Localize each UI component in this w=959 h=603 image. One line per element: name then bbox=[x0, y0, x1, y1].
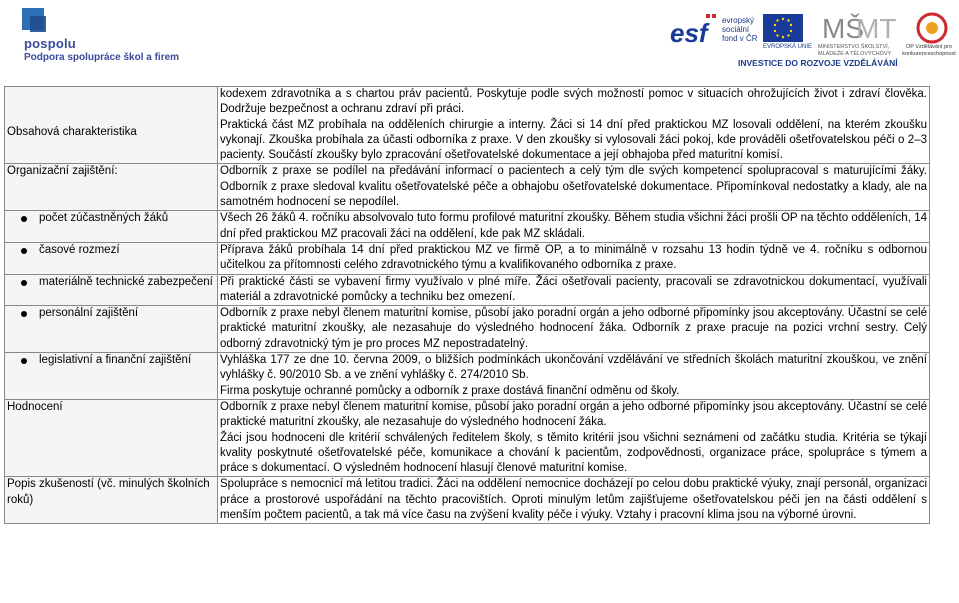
op-text: OP Vzdělávání pro konkurenceschopnost bbox=[902, 44, 956, 57]
row-paragraph: Praktická část MZ probíhala na odděleních chirurgie a interny. Žáci si 14 dní před praktickou MZ losovali oddělení, na kterém zkoušku vykonají. Zkouška probíhala za účasti odborníka z praxe. V den zkoušky si vylosovali žáci pokoj, kde prováděli ošetřovatelskou péči o 2–3 pacienty. Součástí zkoušky bylo zpracování ošetřovatelské dokumentace a její obhajoba před maturitní komisí. bbox=[220, 118, 927, 162]
row-content-cell bbox=[218, 164, 930, 211]
eu-text: EVROPSKÁ UNIE bbox=[763, 44, 813, 50]
table-row bbox=[5, 164, 930, 211]
table-row bbox=[5, 211, 930, 243]
pospolu-name: pospolu bbox=[24, 36, 76, 51]
esf-text-line: sociální bbox=[722, 25, 750, 34]
row-content-cell bbox=[218, 87, 930, 164]
row-label: personální zajištění bbox=[39, 307, 139, 320]
row-content-cell bbox=[218, 477, 930, 524]
table-row bbox=[5, 274, 930, 306]
funding-logos bbox=[668, 6, 958, 76]
row-label-cell bbox=[5, 477, 218, 524]
pospolu-tagline: Podpora spolupráce škol a firem bbox=[24, 52, 180, 63]
row-content-cell bbox=[218, 399, 930, 476]
esf-text-line: fond v ČR bbox=[722, 34, 758, 43]
content-table bbox=[4, 86, 930, 524]
row-paragraph: kodexem zdravotníka a s chartou práv pacientů. Poskytuje podle svých možností pomoc v situacích ohrožujících život i zdraví člověka. Dodržuje bezpečnost a ochranu zdraví při práci. bbox=[220, 88, 927, 116]
row-label-cell bbox=[5, 87, 218, 164]
row-paragraph: Firma poskytuje ochranné pomůcky a odborník z praxe dostává finanční odměnu od školy. bbox=[220, 384, 680, 397]
esf-logo-icon bbox=[668, 12, 720, 52]
row-label-cell bbox=[5, 164, 218, 211]
bullet-icon bbox=[21, 280, 27, 286]
bullet-icon bbox=[21, 248, 27, 254]
row-paragraph: Odborník z praxe se podílel na předávání informací o pacientech a celý tým dle svých kompetencí spolupracoval s maturujícími žáky. Odborník z praxe sledoval kvalitu ošetřovatelské péče a obhajobu ošetřovatelské dokumentace. Připomínkoval nedostatky a klady, ale na samotném hodnocení se nepodílel. bbox=[220, 165, 927, 209]
row-paragraph: Vyhláška 177 ze dne 10. června 2009, o bližších podmínkách ukončování vzdělávání ve středních školách maturitní zkouškou, ve znění vyhlášky č. 90/2010 Sb. a ve znění vyhlášky č. 274/2010 Sb. bbox=[220, 354, 927, 382]
investment-tagline: INVESTICE DO ROZVOJE VZDĚLÁVÁNÍ bbox=[738, 58, 898, 68]
row-label-cell bbox=[5, 353, 218, 400]
eu-flag-icon bbox=[763, 14, 803, 42]
row-label: Organizační zajištění: bbox=[7, 165, 118, 178]
row-label: materiálně technické zabezpečení bbox=[39, 275, 213, 288]
row-label-cell bbox=[5, 274, 218, 306]
row-paragraph: Odborník z praxe nebyl členem maturitní komise, působí jako poradní orgán a jeho odborné připomínky jsou akceptovány. Účastní se celé praktické maturitní zkoušky, ale nezasahuje do výsledného hodnocení žáka. bbox=[220, 400, 927, 429]
table-row bbox=[5, 306, 930, 353]
pospolu-square-overlay-icon bbox=[30, 16, 46, 32]
bullet-icon bbox=[21, 311, 27, 317]
row-paragraph: Všech 26 žáků 4. ročníku absolvovalo tuto formu profilové maturitní zkoušky. Během studia všichni žáci prošli OP na těchto odděleních, 14 dní před praktickou MZ pracovali žáci na oddělení, kde pak MZ skládali. bbox=[220, 212, 927, 240]
row-label-cell bbox=[5, 306, 218, 353]
row-content-cell bbox=[218, 242, 930, 274]
bullet-icon bbox=[21, 358, 27, 364]
table-row bbox=[5, 353, 930, 400]
svg-text:esf: esf bbox=[670, 18, 708, 48]
row-content-cell bbox=[218, 353, 930, 400]
table-row bbox=[5, 399, 930, 476]
row-label: Obsahová charakteristika bbox=[7, 126, 137, 138]
esf-text bbox=[722, 16, 758, 43]
svg-text:MT: MT bbox=[856, 13, 897, 44]
row-content-cell bbox=[218, 274, 930, 306]
row-label: časové rozmezí bbox=[39, 243, 120, 256]
table-row bbox=[5, 477, 930, 524]
row-paragraph: Při praktické části se vybavení firmy využívalo v plné míře. Žáci ošetřovali pacienty, pracovali se zdravotnickou dokumentací, využívali materiál a zdravotnické pomůcky a techniku bez omezení. bbox=[220, 275, 927, 303]
pospolu-logo bbox=[22, 8, 192, 68]
row-label: Hodnocení bbox=[7, 400, 63, 413]
table-row bbox=[5, 242, 930, 274]
row-content-cell bbox=[218, 306, 930, 353]
row-paragraph: Žáci jsou hodnoceni dle kritérií schválených ředitelem školy, s těmito kritérii jsou všichni seznámeni od začátku studia. Kritéria se týkají kvality poskytnuté ošetřovatelské péče, komunikace a chování k pacientům, zodpovědnosti, organizace práce, spolupráce s týmem a práce s dokumentací. O výsledném hodnocení hlasují členové maturitní komise. bbox=[220, 431, 927, 475]
msmt-text: MINISTERSTVO ŠKOLSTVÍ, MLÁDEŽE A TĚLOVÝCHOVY bbox=[818, 44, 892, 57]
table-row bbox=[5, 87, 930, 164]
bullet-icon bbox=[21, 216, 27, 222]
row-paragraph: Odborník z praxe nebyl členem maturitní komise, působí jako poradní orgán a jeho odborné připomínky jsou akceptovány. Účastní se celé praktické maturitní zkoušky, ale nezasahuje do výsledného hodnocení žáka. Odborník z praxe pracuje na pozici vrchní sestry. Celý odborný zdravotnický tým je pro proces MZ nepostradatelný. bbox=[220, 307, 927, 350]
row-label: Popis zkušeností (vč. minulých školních roků) bbox=[7, 478, 210, 506]
page-header bbox=[0, 0, 959, 78]
row-label: počet zúčastněných žáků bbox=[39, 212, 169, 225]
row-paragraph: Spolupráce s nemocnicí má letitou tradici. Žáci na oddělení nemocnice docházejí po celou dobu praktické výuky, znají personál, organizaci práce a prostorové uspořádání na těchto pracovištích. Oproti minulým letům zajišťujeme ošetřovatelskou péči jen na části oddělení s menším počtem pacientů, a tak má více času na zvýšení kvality péče i výuky. Vztahy i pracovní klima jsou na výborné úrovni. bbox=[220, 478, 927, 522]
row-label: legislativní a finanční zajištění bbox=[39, 354, 192, 367]
row-label-cell bbox=[5, 399, 218, 476]
row-label-cell bbox=[5, 242, 218, 274]
row-content-cell bbox=[218, 211, 930, 243]
esf-text-line: evropský bbox=[722, 16, 755, 25]
row-paragraph: Příprava žáků probíhala 14 dní před praktickou MZ ve firmě OP, a to minimálně v rozsahu 13 hodin týdně ve 4. ročníku s odbornou učitelkou za přítomnosti celého zdravotnického týmu a kvalifikovaného odborníka z praxe. bbox=[220, 243, 927, 272]
svg-text:MŠ: MŠ bbox=[822, 13, 864, 44]
row-label-cell bbox=[5, 211, 218, 243]
